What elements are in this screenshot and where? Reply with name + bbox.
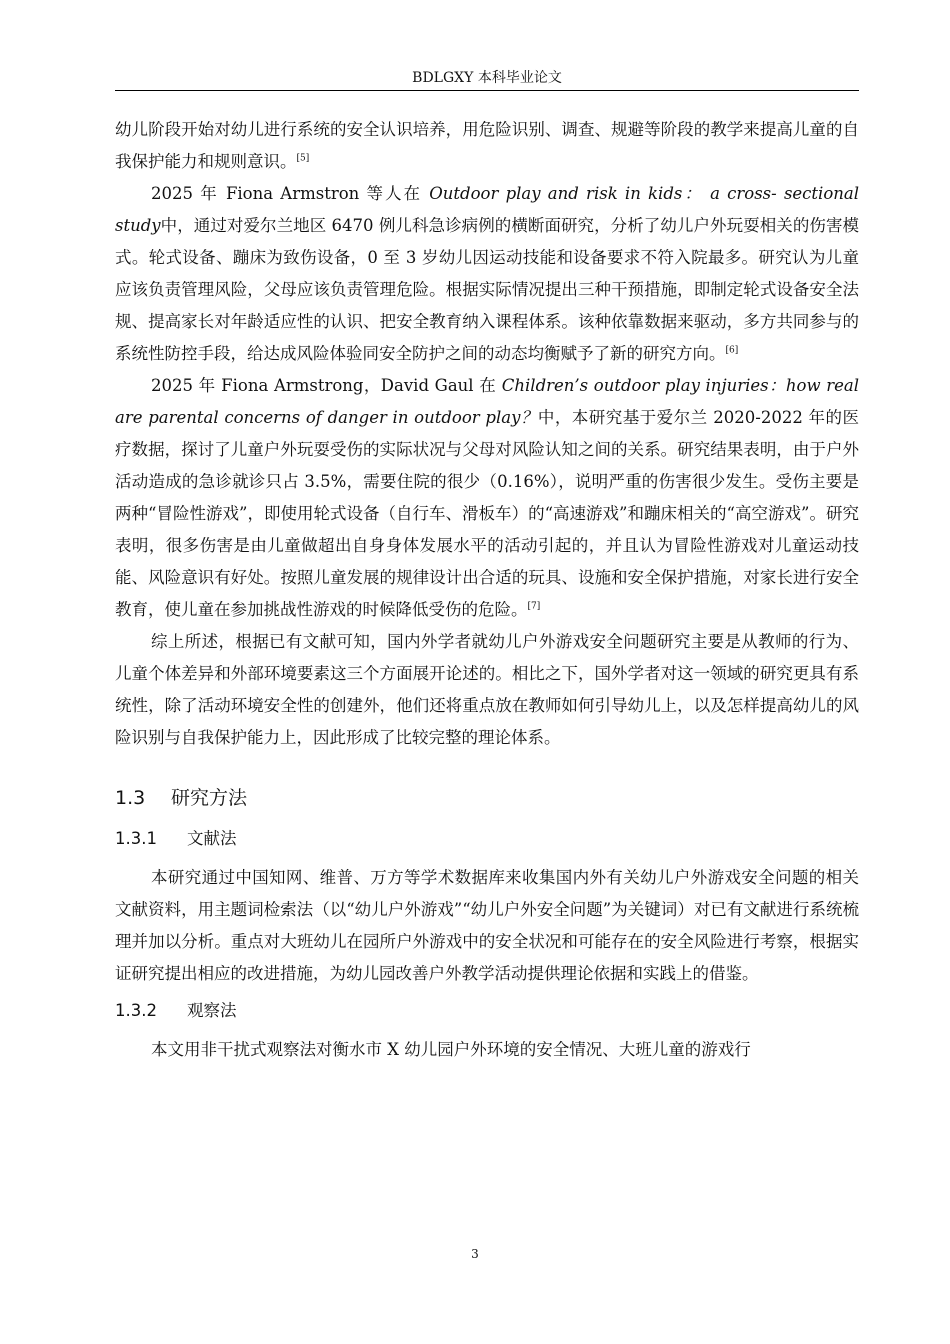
- cited-title: Children’s outdoor play injuries：how real are parental concerns of danger in outdoor play？: [115, 376, 859, 427]
- subsection-number: 1.3.1: [115, 829, 157, 848]
- paragraph-armstrong-gaul: [115, 370, 859, 626]
- paragraph-text: 2025 年 Fiona Armstrong，David Gaul 在: [151, 376, 502, 395]
- paragraph-continuation: [115, 114, 859, 178]
- section-heading: [115, 784, 859, 812]
- subsection-title: 文献法: [187, 829, 237, 848]
- cited-title: Outdoor play and risk in kids： a cross- sectional study: [115, 184, 860, 235]
- section-title: 研究方法: [171, 787, 248, 809]
- paragraph-text: 2025 年 Fiona Armstron 等人在: [151, 184, 430, 203]
- paragraph-text: 中，本研究基于爱尔兰 2020-2022 年的医疗数据，探讨了儿童户外玩耍受伤的实际状况与父母对风险认知之间的关系。研究结果表明，由于户外活动造成的急诊就诊只占 3.5%，需要住院的很少（0.16%），说明严重的伤害很少发生。受伤主要是两种“冒险性游戏”，即使用轮式设备（自行车、滑板车）的“高速游戏”和蹦床相关的“高空游戏”。研究表明，很多伤害是由儿童做超出自身身体发展水平的活动引起的，并且认为冒险性游戏对儿童运动技能、风险意识有好处。按照儿童发展的规律设计出合适的玩具、设施和安全保护措施，对家长进行安全教育，使儿童在参加挑战性游戏的时候降低受伤的危险。: [115, 408, 859, 619]
- subsection-number: 1.3.2: [115, 1001, 157, 1020]
- paragraph-literature-method: [115, 862, 859, 990]
- paragraph-summary: [115, 626, 859, 754]
- header-title: BDLGXY 本科毕业论文: [412, 70, 562, 86]
- paragraph-text: 中，通过对爱尔兰地区 6470 例儿科急诊病例的横断面研究，分析了幼儿户外玩耍相关的伤害模式。轮式设备、蹦床为致伤设备，0 至 3 岁幼儿因运动技能和设备要求不符入院最多。研究认为儿童应该负责管理风险，父母应该负责管理危险。根据实际情况提出三种干预措施，即制定轮式设备安全法规、提高家长对年龄适应性的认识、把安全教育纳入课程体系。该种依靠数据来驱动，多方共同参与的系统性防控手段，给达成风险体验同安全防护之间的动态均衡赋予了新的研究方向。: [115, 216, 859, 363]
- subsection-heading: [115, 998, 859, 1024]
- page-header: [115, 66, 859, 91]
- citation-ref: [5]: [296, 153, 310, 164]
- citation-ref: [7]: [527, 601, 541, 612]
- paragraph-text: 本文用非干扰式观察法对衡水市 X 幼儿园户外环境的安全情况、大班儿童的游戏行: [151, 1040, 751, 1059]
- page-number: 3: [471, 1247, 479, 1261]
- paragraph-text: 本研究通过中国知网、维普、万方等学术数据库来收集国内外有关幼儿户外游戏安全问题的相关文献资料，用主题词检索法（以“幼儿户外游戏”“幼儿户外安全问题”为关键词）对已有文献进行系统梳理并加以分析。重点对大班幼儿在园所户外游戏中的安全状况和可能存在的安全风险进行考察，根据实证研究提出相应的改进措施，为幼儿园改善户外教学活动提供理论依据和实践上的借鉴。: [115, 868, 859, 983]
- paragraph-armstron: [115, 178, 859, 370]
- paragraph-observation-method: [115, 1034, 859, 1066]
- paragraph-text: 综上所述，根据已有文献可知，国内外学者就幼儿户外游戏安全问题研究主要是从教师的行为、儿童个体差异和外部环境要素这三个方面展开论述的。相比之下，国外学者对这一领域的研究更具有系统性，除了活动环境安全性的创建外，他们还将重点放在教师如何引导幼儿上，以及怎样提高幼儿的风险识别与自我保护能力上，因此形成了比较完整的理论体系。: [115, 632, 859, 747]
- page-body: [115, 114, 859, 1066]
- section-number: 1.3: [115, 787, 146, 809]
- paragraph-text: 幼儿阶段开始对幼儿进行系统的安全认识培养，用危险识别、调查、规避等阶段的教学来提高儿童的自我保护能力和规则意识。: [115, 120, 859, 171]
- citation-ref: [6]: [725, 345, 739, 356]
- subsection-title: 观察法: [187, 1001, 237, 1020]
- subsection-heading: [115, 826, 859, 852]
